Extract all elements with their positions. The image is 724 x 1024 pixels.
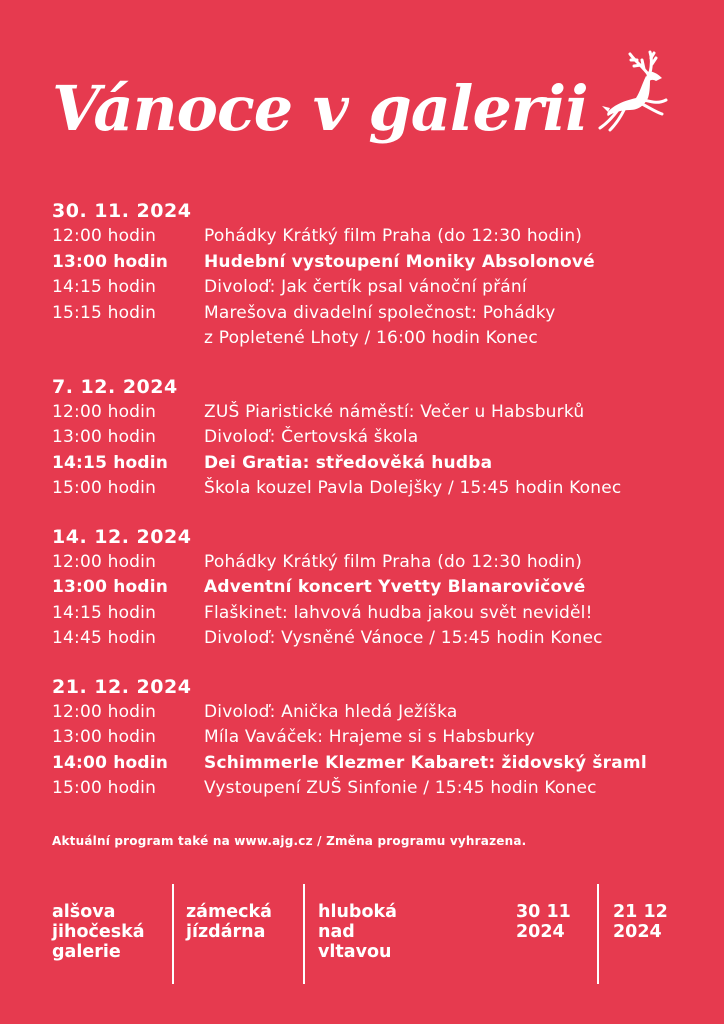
item-title: Pohádky Krátký film Praha (do 12:30 hodin) bbox=[204, 226, 583, 246]
item-time: 15:00 hodin bbox=[52, 778, 157, 798]
day-date: 21. 12. 2024 bbox=[52, 675, 192, 698]
item-title: Divoloď: Vysněné Vánoce / 15:45 hodin Konec bbox=[204, 628, 603, 648]
leaping-reindeer-icon bbox=[596, 48, 676, 132]
item-time: 12:00 hodin bbox=[52, 401, 157, 422]
item-title: Divoloď: Anička hledá Ježíška bbox=[204, 701, 458, 722]
program-item bbox=[52, 776, 702, 802]
program-item bbox=[52, 700, 702, 726]
item-title: Divoloď: Čertovská škola bbox=[204, 427, 419, 447]
item-time: 15:15 hodin bbox=[52, 302, 157, 323]
program-item bbox=[52, 550, 702, 576]
program-item bbox=[52, 451, 702, 477]
item-title: Dei Gratia: středověká hudba bbox=[204, 452, 493, 473]
program-note bbox=[52, 834, 526, 848]
item-time: 12:00 hodin bbox=[52, 226, 157, 246]
footer-organization: alšova jihočeská galerie bbox=[52, 902, 145, 962]
item-time: 13:00 hodin bbox=[52, 427, 157, 447]
program-item bbox=[52, 601, 702, 627]
program-item bbox=[52, 425, 702, 451]
website-link[interactable]: www.ajg.cz bbox=[234, 834, 313, 848]
program-item bbox=[52, 400, 702, 426]
item-title: Adventní koncert Yvetty Blanarovičové bbox=[204, 577, 586, 597]
item-time: 15:00 hodin bbox=[52, 478, 157, 498]
program-item bbox=[52, 476, 702, 502]
item-title: Škola kouzel Pavla Dolejšky / 15:45 hodin Konec bbox=[204, 478, 622, 498]
footer-venue: zámecká jízdárna bbox=[186, 902, 272, 942]
program-item bbox=[52, 301, 702, 352]
item-title: ZUŠ Piaristické náměstí: Večer u Habsburků bbox=[204, 401, 585, 422]
program-day bbox=[52, 374, 702, 502]
program-schedule bbox=[52, 198, 702, 824]
item-title: Pohádky Krátký film Praha (do 12:30 hodin) bbox=[204, 551, 583, 572]
item-time: 14:00 hodin bbox=[52, 752, 169, 773]
program-item bbox=[52, 275, 702, 301]
footer-start-date: 30 11 2024 bbox=[516, 902, 571, 942]
item-title: Divoloď: Jak čertík psal vánoční přání bbox=[204, 277, 527, 297]
item-time: 14:15 hodin bbox=[52, 277, 157, 297]
program-day bbox=[52, 198, 702, 352]
item-time: 13:00 hodin bbox=[52, 251, 169, 272]
item-time: 14:45 hodin bbox=[52, 628, 157, 648]
footer-town: hluboká nad vltavou bbox=[318, 902, 397, 962]
footer-divider bbox=[597, 884, 599, 984]
program-day bbox=[52, 524, 702, 652]
item-title: Flaškinet: lahvová hudba jakou svět neviděl! bbox=[204, 602, 593, 623]
program-item bbox=[52, 575, 702, 601]
item-time: 12:00 hodin bbox=[52, 551, 157, 572]
program-item bbox=[52, 224, 702, 250]
item-time: 14:15 hodin bbox=[52, 452, 169, 473]
program-item bbox=[52, 626, 702, 652]
item-title: Hudební vystoupení Moniky Absolonové bbox=[204, 251, 595, 272]
item-title: Schimmerle Klezmer Kabaret: židovský šraml bbox=[204, 752, 647, 773]
item-time: 13:00 hodin bbox=[52, 577, 169, 597]
footer-end-date: 21 12 2024 bbox=[613, 902, 668, 942]
program-day bbox=[52, 674, 702, 802]
item-time: 13:00 hodin bbox=[52, 727, 157, 747]
note-suffix: / Změna programu vyhrazena. bbox=[312, 834, 527, 848]
day-date: 30. 11. 2024 bbox=[52, 200, 192, 222]
item-title: Vystoupení ZUŠ Sinfonie / 15:45 hodin Konec bbox=[204, 778, 597, 798]
footer bbox=[0, 880, 724, 986]
program-item bbox=[52, 250, 702, 276]
item-time: 12:00 hodin bbox=[52, 701, 157, 722]
program-item bbox=[52, 725, 702, 751]
item-title: Míla Vaváček: Hrajeme si s Habsburky bbox=[204, 727, 535, 747]
day-date: 14. 12. 2024 bbox=[52, 525, 192, 548]
page-title: Vánoce v galerii bbox=[52, 72, 588, 145]
item-title: Marešova divadelní společnost: Pohádky z Popletené Lhoty / 16:00 hodin Konec bbox=[204, 302, 556, 348]
note-prefix: Aktuální program také na bbox=[52, 834, 235, 848]
program-item bbox=[52, 751, 702, 777]
day-date: 7. 12. 2024 bbox=[52, 375, 178, 398]
footer-divider bbox=[303, 884, 305, 984]
footer-divider bbox=[172, 884, 174, 984]
item-time: 14:15 hodin bbox=[52, 602, 157, 623]
